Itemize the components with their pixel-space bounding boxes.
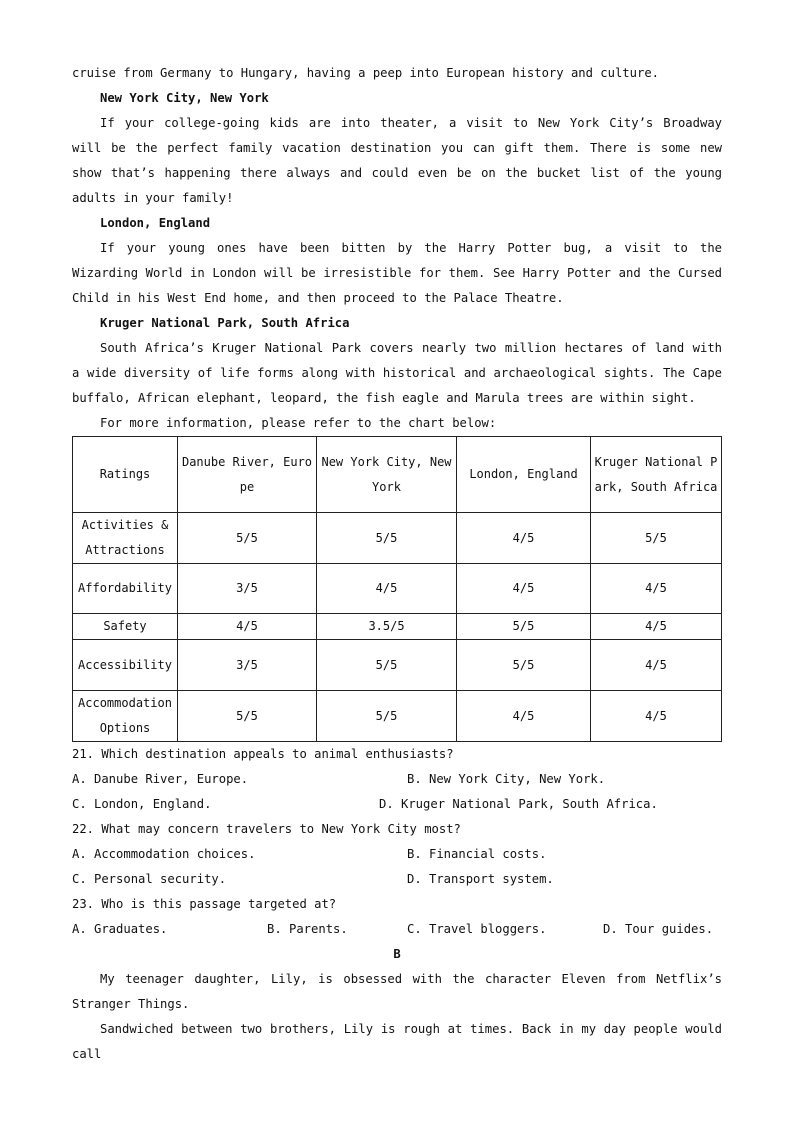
section-body-kruger: South Africa’s Kruger National Park covers nearly two million hectares of land with a wide diversity of life forms along with historical and archaeological sights. The Cape buffalo, African elephant, leopard, the fish eagle and Marula trees are within sight. (72, 341, 722, 405)
question-stem: 23. Who is this passage targeted at? (72, 897, 337, 911)
table-cell: 5/5 (457, 640, 591, 691)
table-cell: 5/5 (317, 513, 457, 564)
table-row (73, 691, 722, 742)
table-cell: 5/5 (591, 513, 722, 564)
table-row (73, 640, 722, 691)
section-body-new-york: If your college-going kids are into theater, a visit to New York City’s Broadway will be the perfect family vacation destination you can gift them. There is some new show that’s happening there always and could even be on the bucket list of the young adults in your family! (72, 116, 722, 205)
intro-tail: cruise from Germany to Hungary, having a peep into European history and culture. (72, 66, 659, 80)
table-header-cell: Ratings (73, 437, 178, 513)
answer-option[interactable]: A. Danube River, Europe. (72, 772, 249, 786)
answer-option[interactable]: D. Tour guides. (603, 922, 714, 936)
answer-option[interactable]: B. Financial costs. (407, 847, 547, 861)
table-cell: 4/5 (457, 691, 591, 742)
question-stem: 21. Which destination appeals to animal enthusiasts? (72, 747, 454, 761)
answer-option[interactable]: B. Parents. (267, 922, 348, 936)
passage-b-paragraph: My teenager daughter, Lily, is obsessed with the character Eleven from Netflix’s Stranger Things. (72, 972, 722, 1011)
table-cell: 4/5 (457, 513, 591, 564)
table-cell: 4/5 (591, 691, 722, 742)
table-header-cell: Danube River, Europe (178, 437, 317, 513)
section-b-label: B (393, 947, 401, 961)
table-cell: 5/5 (178, 513, 317, 564)
table-cell: 4/5 (591, 640, 722, 691)
table-cell: 4/5 (591, 564, 722, 614)
answer-option[interactable]: D. Kruger National Park, South Africa. (379, 797, 658, 811)
ratings-table (72, 436, 722, 742)
question-options-row (72, 842, 722, 867)
table-row-label: Accommodation Options (73, 691, 178, 742)
table-cell: 3/5 (178, 640, 317, 691)
table-cell: 3.5/5 (317, 614, 457, 640)
table-header-row (73, 437, 722, 513)
table-cell: 5/5 (178, 691, 317, 742)
table-cell: 5/5 (317, 691, 457, 742)
table-row (73, 564, 722, 614)
answer-option[interactable]: A. Accommodation choices. (72, 847, 256, 861)
answer-option[interactable]: A. Graduates. (72, 922, 168, 936)
table-row (73, 614, 722, 640)
answer-option[interactable]: D. Transport system. (407, 872, 554, 886)
passage-b-paragraph: Sandwiched between two brothers, Lily is rough at times. Back in my day people would call (72, 1022, 722, 1061)
answer-option[interactable]: C. Personal security. (72, 872, 227, 886)
document-page (72, 61, 722, 1067)
section-heading-new-york: New York City, New York (100, 91, 269, 105)
question-options-row (72, 867, 722, 892)
question-options-row (72, 917, 722, 942)
question-options-row (72, 792, 722, 817)
question-options-row (72, 767, 722, 792)
answer-option[interactable]: C. London, England. (72, 797, 212, 811)
table-header-cell: New York City, New York (317, 437, 457, 513)
section-body-london: If your young ones have been bitten by the Harry Potter bug, a visit to the Wizarding World in London will be irresistible for them. See Harry Potter and the Cursed Child in his West End home, and then proceed to the Palace Theatre. (72, 241, 722, 305)
table-row-label: Accessibility (73, 640, 178, 691)
table-cell: 4/5 (457, 564, 591, 614)
table-cell: 4/5 (591, 614, 722, 640)
table-header-cell: Kruger National Park, South Africa (591, 437, 722, 513)
question-stem: 22. What may concern travelers to New York City most? (72, 822, 461, 836)
table-cell: 4/5 (178, 614, 317, 640)
table-cell: 5/5 (457, 614, 591, 640)
chart-intro: For more information, please refer to the chart below: (100, 416, 497, 430)
section-heading-london: London, England (100, 216, 211, 230)
table-cell: 5/5 (317, 640, 457, 691)
section-heading-kruger: Kruger National Park, South Africa (100, 316, 350, 330)
answer-option[interactable]: C. Travel bloggers. (407, 922, 547, 936)
table-cell: 4/5 (317, 564, 457, 614)
table-row-label: Affordability (73, 564, 178, 614)
table-header-cell: London, England (457, 437, 591, 513)
table-cell: 3/5 (178, 564, 317, 614)
table-row-label: Activities & Attractions (73, 513, 178, 564)
table-row-label: Safety (73, 614, 178, 640)
answer-option[interactable]: B. New York City, New York. (407, 772, 606, 786)
table-row (73, 513, 722, 564)
